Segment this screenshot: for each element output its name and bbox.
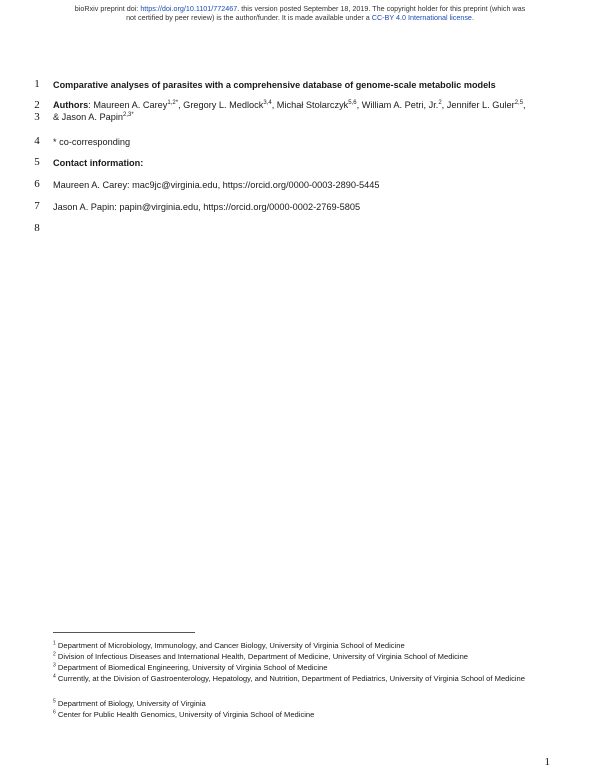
author-affiliation: 2,3* [122,111,134,118]
footnote-text: Department of Biomedical Engineering, University of Virginia School of Medicine [57,663,328,672]
footnote-text: Currently, at the Division of Gastroenterology, Hepatology, and Nutrition, Department of Pediatrics, University of Virginia School of Medicine [57,674,526,683]
footnote-text: Division of Infectious Diseases and International Health, Department of Medicine, University of Virginia School of Medicine [57,652,469,661]
author-affiliation: 2 [438,99,442,106]
footnote [53,699,553,709]
author-name: William A. Petri, Jr. [361,100,439,110]
banner-text: not certified by peer review) is the author/funder. It is made available under a [126,13,372,22]
footnote-text: Department of Biology, University of Virginia [57,699,206,708]
line-number: 2 [34,99,40,111]
paper-title: Comparative analyses of parasites with a comprehensive database of genome-scale metabolic models [53,80,496,90]
banner-line-1 [40,4,560,13]
footnote [53,710,553,720]
banner-text: . [471,13,474,22]
footnote-text: Department of Microbiology, Immunology, and Cancer Biology, University of Virginia School of Medicine [57,641,405,650]
authors-label: Authors [53,100,89,110]
footnote-text: Center for Public Health Genomics, University of Virginia School of Medicine [57,710,315,719]
author-list: Authors: Maureen A. Carey$^{1,2*}$, Gregory L. Medlock$^{3,4}$, Michał Stolarczyk$^{5,6}$, William A. Petri, Jr.$^2$, Jennifer L. Guler$^{2,5}$, & Jason A. Papin$^{2,3*}$ [53,99,526,122]
line-number: 4 [34,135,40,147]
line-number: 6 [34,178,40,190]
line-number: 7 [34,200,40,212]
footnote [53,663,553,673]
co-corresponding-note: * co-corresponding [53,137,131,147]
author-name: Gregory L. Medlock [183,100,264,110]
author-affiliation: 5,6 [348,99,357,106]
footnote [53,652,553,662]
footnote [53,641,553,651]
line-number: 8 [34,222,40,234]
banner-line-2 [40,13,560,22]
author-name: Maureen A. Carey [93,100,168,110]
preprint-banner [40,4,560,22]
author-name: Michał Stolarczyk [276,100,349,110]
banner-text: bioRxiv preprint doi: [74,4,141,13]
footnote [53,674,553,684]
author-name: Jennifer L. Guler [446,100,515,110]
line-number: 1 [34,78,40,90]
author-affiliation: 1,2* [167,99,179,106]
page-number: 1 [544,756,550,768]
line-number: 3 [34,111,40,123]
footnote-number: 1 [53,640,56,647]
author-affiliation: 2,5 [514,99,524,106]
contact-line: Jason A. Papin: papin@virginia.edu, https://orcid.org/0000-0002-2769-5805 [53,202,361,212]
footnote-divider [53,632,195,633]
footnote-number: 3 [53,662,56,669]
license-link[interactable]: CC-BY 4.0 International license [371,13,472,22]
author-affiliation: 3,4 [263,99,272,106]
banner-text: . this version posted September 18, 2019. The copyright holder for this preprint (which was [237,4,526,13]
line-number: 5 [34,156,40,168]
contact-line: Maureen A. Carey: mac9jc@virginia.edu, https://orcid.org/0000-0003-2890-5445 [53,180,380,190]
contact-heading: Contact information: [53,158,144,168]
footnote-number: 5 [53,698,56,705]
author-name: & Jason A. Papin [53,112,123,122]
footnote-number: 6 [53,709,56,716]
footnote-number: 2 [53,651,56,658]
doi-link[interactable]: https://doi.org/10.1101/772467 [140,4,238,13]
footnote-number: 4 [53,673,56,680]
